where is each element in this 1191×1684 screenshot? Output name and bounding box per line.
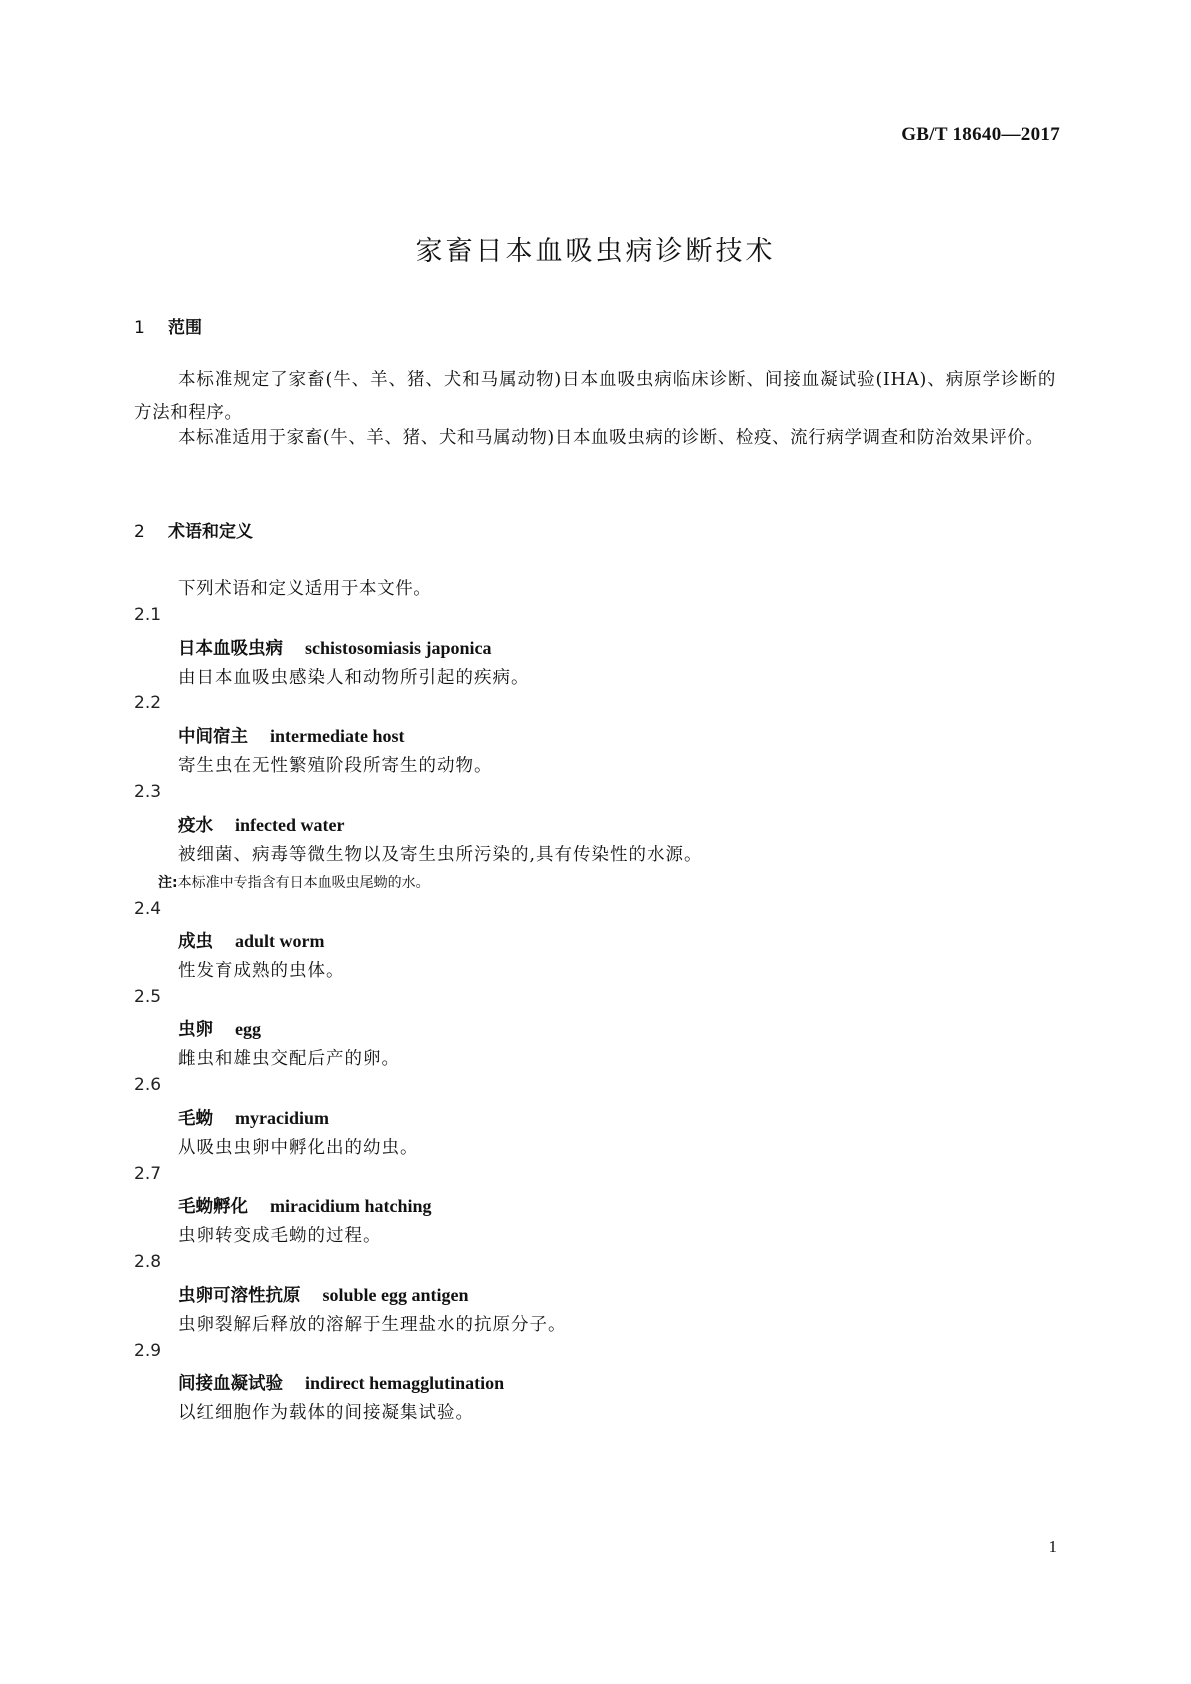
section-2-heading <box>134 517 253 542</box>
note-text: 本标准中专指含有日本血吸虫尾蚴的水。 <box>177 875 430 891</box>
page-number: 1 <box>1048 1537 1057 1556</box>
term-definition: 寄生虫在无性繁殖阶段所寄生的动物。 <box>178 756 493 776</box>
term-zh: 成虫 <box>178 932 213 952</box>
clause-number: 2.4 <box>134 899 162 919</box>
term-en: myracidium <box>235 1108 329 1128</box>
section-1-heading <box>134 313 202 338</box>
term-zh: 毛蚴 <box>178 1109 213 1129</box>
document-title: 家畜日本血吸虫病诊断技术 <box>415 236 776 267</box>
clause-number: 2.1 <box>134 605 162 625</box>
section-number: 2 <box>134 522 145 542</box>
term-zh: 毛蚴孵化 <box>178 1197 248 1217</box>
term-definition: 雌虫和雄虫交配后产的卵。 <box>178 1049 400 1069</box>
term-entry <box>178 812 344 837</box>
term-entry <box>178 1193 432 1218</box>
clause-number: 2.9 <box>134 1341 162 1361</box>
section-number: 1 <box>134 318 145 338</box>
clause-number: 2.8 <box>134 1252 162 1272</box>
terms-intro: 下列术语和定义适用于本文件。 <box>178 579 432 599</box>
section-title: 术语和定义 <box>168 522 253 542</box>
scope-paragraph-1: 本标准规定了家畜(牛、羊、猪、犬和马属动物)日本血吸虫病临床诊断、间接血凝试验(IHA)、病原学诊断的方法和程序。 <box>134 370 1056 423</box>
term-entry <box>178 1016 261 1041</box>
clause-number: 2.6 <box>134 1075 162 1095</box>
standard-number: GB/T 18640—2017 <box>901 124 1060 145</box>
term-en: intermediate host <box>270 726 405 746</box>
term-en: adult worm <box>235 931 325 951</box>
term-en: schistosomiasis japonica <box>305 638 492 658</box>
term-entry <box>178 1370 504 1395</box>
clause-number: 2.2 <box>134 693 162 713</box>
term-zh: 虫卵 <box>178 1020 213 1040</box>
term-definition: 虫卵裂解后释放的溶解于生理盐水的抗原分子。 <box>178 1315 567 1335</box>
term-entry <box>178 1105 329 1130</box>
term-en: indirect hemagglutination <box>305 1373 505 1393</box>
term-definition: 从吸虫虫卵中孵化出的幼虫。 <box>178 1138 419 1158</box>
clause-number: 2.3 <box>134 782 162 802</box>
term-zh: 疫水 <box>178 816 213 836</box>
term-en: infected water <box>235 815 345 835</box>
term-zh: 日本血吸虫病 <box>178 639 283 659</box>
term-entry <box>178 635 492 660</box>
clause-number: 2.7 <box>134 1164 162 1184</box>
term-entry <box>178 1282 469 1307</box>
term-zh: 虫卵可溶性抗原 <box>178 1286 301 1306</box>
term-entry <box>178 928 325 953</box>
term-definition: 性发育成熟的虫体。 <box>178 961 345 981</box>
term-definition: 被细菌、病毒等微生物以及寄生虫所污染的,具有传染性的水源。 <box>178 845 703 865</box>
term-en: miracidium hatching <box>270 1196 432 1216</box>
term-zh: 间接血凝试验 <box>178 1374 283 1394</box>
scope-paragraph-2: 本标准适用于家畜(牛、羊、猪、犬和马属动物)日本血吸虫病的诊断、检疫、流行病学调查和防治效果评价。 <box>178 428 1044 448</box>
term-definition: 以红细胞作为载体的间接凝集试验。 <box>178 1403 474 1423</box>
term-definition: 由日本血吸虫感染人和动物所引起的疾病。 <box>178 668 530 688</box>
term-entry <box>178 723 404 748</box>
term-en: soluble egg antigen <box>322 1285 469 1305</box>
section-title: 范围 <box>168 318 202 338</box>
term-zh: 中间宿主 <box>178 727 248 747</box>
term-en: egg <box>235 1019 261 1039</box>
term-definition: 虫卵转变成毛蚴的过程。 <box>178 1226 382 1246</box>
term-note <box>158 872 430 892</box>
note-label: 注: <box>158 875 178 891</box>
clause-number: 2.5 <box>134 987 162 1007</box>
